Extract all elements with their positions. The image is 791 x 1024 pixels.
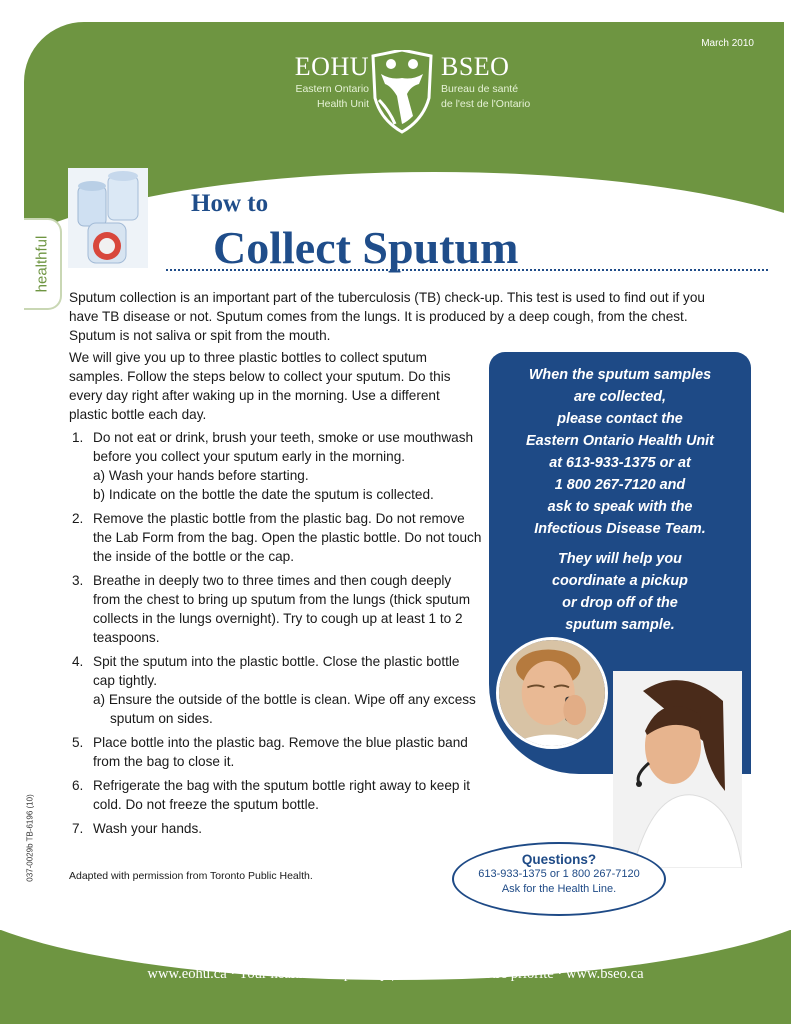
step-number: 2.: [72, 511, 84, 526]
shield-logo-icon: [367, 50, 437, 134]
logo-left-line1: Eastern Ontario: [295, 83, 369, 95]
step-number: 1.: [72, 430, 84, 445]
document-code-text: 037-0029b TB-6196 (10): [25, 794, 35, 882]
questions-phone: 613-933-1375 or 1 800 267-7120: [478, 868, 640, 880]
step-text: Spit the sputum into the plastic bottle. Close the plastic bottle cap tightly.: [93, 654, 460, 688]
step-subitem: b) Indicate on the bottle the date the sputum is collected.: [93, 487, 434, 502]
logo-right: [441, 52, 530, 112]
contact-line: please contact the: [557, 411, 683, 427]
questions-callout: [452, 842, 666, 916]
logo-left: [295, 52, 369, 112]
contact-paragraph-2: [489, 548, 751, 636]
step-number: 4.: [72, 654, 84, 669]
contact-line: When the sputum samples: [528, 367, 712, 383]
footer-band: [0, 930, 791, 1024]
intro-paragraph: Sputum collection is an important part of the tuberculosis (TB) check-up. This test is used to find out if you have TB disease or not. Sputum comes from the lungs. It is produced by a deep cough, from the chest. Sputum is not saliva or spit from the mouth.: [69, 290, 705, 343]
logo: [24, 50, 784, 150]
title-divider: [166, 269, 768, 271]
logo-right-abbr: BSEO: [441, 52, 510, 81]
step-item: [72, 571, 482, 647]
step-text: Breathe in deeply two to three times and then cough deeply from the chest to bring up sputum from the lungs (thick sputum collects in the lungs overnight). Try to cough up at least 1 to 2 teaspoons.: [93, 573, 471, 645]
step-text: Remove the plastic bottle from the plastic bag. Do not remove the Lab Form from the bag. Open the plastic bottle. Do not touch the inside of the bottle or the cap.: [93, 511, 482, 564]
step-subitem: a) Ensure the outside of the bottle is clean. Wipe off any excess sputum on sides.: [93, 692, 476, 726]
contact-line: ask to speak with the: [547, 499, 693, 515]
step-number: 7.: [72, 821, 84, 836]
title-kicker: How to: [191, 190, 269, 217]
step-number: 5.: [72, 735, 84, 750]
woman-headset-photo: [613, 671, 742, 868]
step-item: [72, 652, 482, 728]
questions-note: Ask for the Health Line.: [501, 883, 617, 895]
healthful-tab: [24, 218, 62, 310]
step-item: [72, 733, 482, 771]
logo-right-line2: de l'est de l'Ontario: [441, 98, 531, 110]
logo-left-abbr: EOHU: [294, 52, 369, 81]
sputum-bottles-photo: [68, 168, 148, 268]
contact-line: sputum sample.: [565, 617, 675, 633]
step-subitem: a) Wash your hands before starting.: [93, 468, 309, 483]
steps-list: [72, 428, 482, 843]
step-text: Do not eat or drink, brush your teeth, smoke or use mouthwash before you collect your sputum early in the morning.: [93, 430, 474, 464]
contact-line: Infectious Disease Team.: [534, 521, 706, 537]
logo-right-line1: Bureau de santé: [441, 83, 519, 95]
contact-line: 1 800 267-7120 and: [554, 477, 686, 493]
step-text: Place bottle into the plastic bag. Remove the blue plastic band from the bag to close it.: [93, 735, 468, 769]
questions-title: Questions?: [521, 852, 597, 867]
man-on-phone-photo: [496, 637, 608, 749]
step-item: [72, 776, 482, 814]
contact-line: Eastern Ontario Health Unit: [526, 433, 714, 449]
contact-box-text: [489, 364, 751, 636]
page-title: Collect Sputum: [213, 222, 519, 273]
document-code: [20, 794, 40, 882]
logo-left-line2: Health Unit: [317, 98, 369, 110]
contact-line: coordinate a pickup: [552, 573, 688, 589]
contact-line: at 613-933-1375 or at: [549, 455, 691, 471]
step-item: [72, 509, 482, 566]
step-number: 3.: [72, 573, 84, 588]
adapted-credit: Adapted with permission from Toronto Public Health.: [69, 870, 313, 882]
contact-line: or drop off of the: [562, 595, 678, 611]
step-text: Refrigerate the bag with the sputum bottle right away to keep it cold. Do not freeze the sputum bottle.: [93, 778, 471, 812]
footer-text: www.eohu.ca · Your health... our priority | Votre santé... notre priorité · www.bseo.ca: [147, 966, 644, 982]
step-text: Wash your hands.: [93, 821, 203, 836]
contact-line: They will help you: [558, 551, 682, 567]
contact-line: are collected,: [574, 389, 666, 405]
contact-paragraph-1: [489, 364, 751, 540]
step-number: 6.: [72, 778, 84, 793]
issue-date: March 2010: [701, 38, 754, 49]
step-item: [72, 428, 482, 504]
lead-paragraph: We will give you up to three plastic bottles to collect sputum samples. Follow the steps below to collect your sputum. Do this every day right after waking up in the morning. Use a different plastic bottle each day.: [69, 350, 451, 422]
step-item: [72, 819, 482, 838]
healthful-tab-label: healthful: [33, 235, 51, 293]
